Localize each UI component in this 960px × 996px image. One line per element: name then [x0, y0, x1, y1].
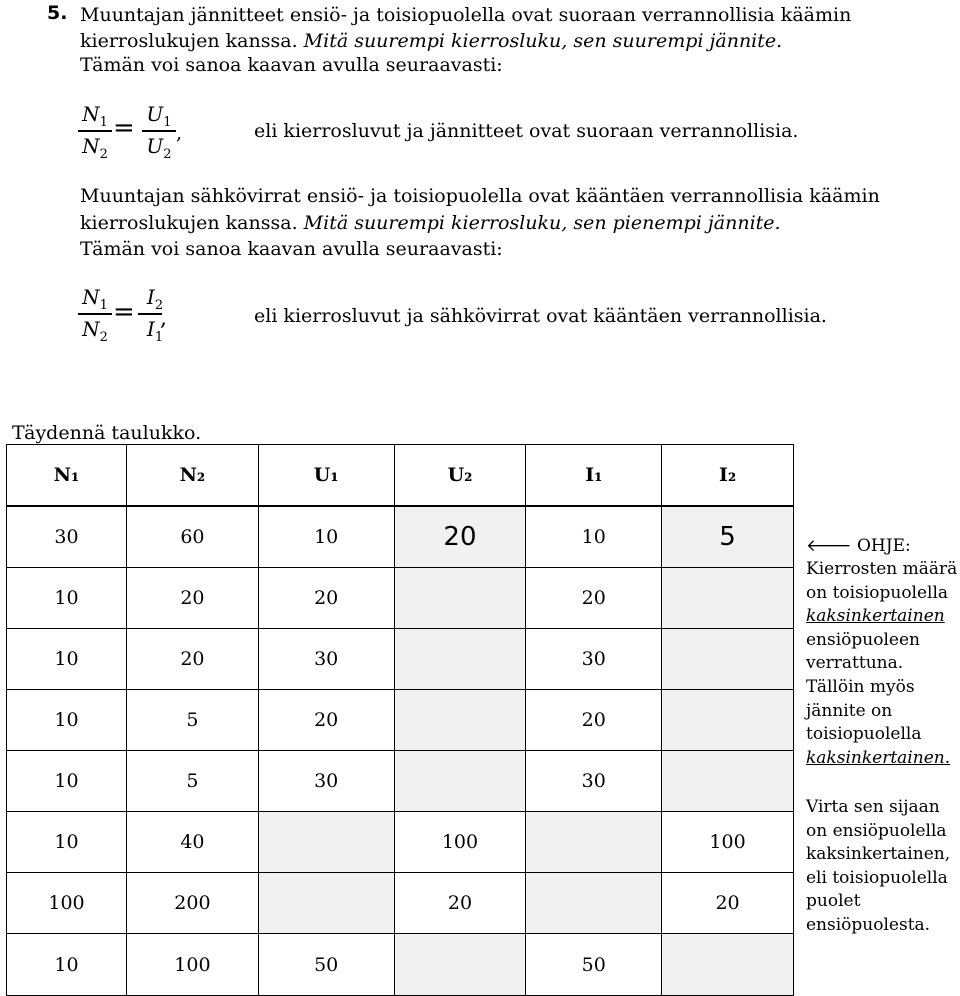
table-cell[interactable] [394, 751, 526, 812]
table-cell: 10 [7, 568, 127, 629]
hint-paragraph-1 [806, 558, 957, 676]
task-line-2-italic: Mitä suurempi kierrosluku, sen suurempi jännite. [303, 30, 783, 52]
table-row [7, 873, 794, 934]
table-cell: 10 [526, 507, 662, 568]
f2-num-left: N [82, 285, 100, 309]
table-row [7, 812, 794, 873]
header-n1: N₁ [7, 445, 127, 506]
f2-den-right: I [146, 317, 155, 341]
hint-line: verrattuna. [806, 653, 904, 673]
task-line-2 [80, 28, 782, 54]
table-cell[interactable] [258, 873, 394, 934]
table-cell[interactable] [258, 812, 394, 873]
table-cell: 20 [127, 629, 259, 690]
table-cell: 20 [526, 690, 662, 751]
task-line-5 [80, 210, 781, 236]
table-cell: 20 [127, 568, 259, 629]
f1-num-left-sub: 1 [99, 115, 108, 130]
table-row [7, 690, 794, 751]
table-cell[interactable] [662, 751, 794, 812]
task-line-5-plain: kierroslukujen kanssa. [80, 212, 304, 234]
formula-2-explanation: eli kierrosluvut ja sähkövirrat ovat kääntäen verrannollisia. [254, 305, 827, 327]
task-line-3: Tämän voi sanoa kaavan avulla seuraavasti: [80, 54, 503, 76]
fraction-bar [138, 313, 162, 315]
f1-den-right: U [146, 134, 164, 158]
table-cell: 200 [127, 873, 259, 934]
table-cell[interactable] [662, 629, 794, 690]
table-cell: 50 [526, 934, 662, 996]
table-header [6, 444, 794, 506]
table-cell: 30 [258, 751, 394, 812]
header-u2: U₂ [394, 445, 526, 506]
hint-line: Kierrosten määrä [806, 559, 958, 579]
table-cell: 10 [7, 934, 127, 996]
table-cell: 10 [258, 507, 394, 568]
table-cell: 50 [258, 934, 394, 996]
hint-line: Tällöin myös [806, 677, 915, 697]
hint-line: kaksinkertainen, [806, 844, 951, 864]
table-cell: 20 [526, 568, 662, 629]
task-number: 5. [47, 2, 68, 24]
table-cell: 60 [127, 507, 259, 568]
hint-line: puolet [806, 891, 861, 911]
f2-den-right-sub: 1 [154, 330, 164, 345]
table-cell: 100 [7, 873, 127, 934]
task-line-1: Muuntajan jännitteet ensiö- ja toisiopuolella ovat suoraan verrannollisia käämin [80, 4, 852, 26]
f1-den-left-sub: 2 [99, 147, 108, 162]
hint-paragraph-3 [806, 796, 950, 937]
table-cell[interactable] [662, 568, 794, 629]
formula-2-equals: = [113, 297, 135, 327]
task-line-2-plain: kierroslukujen kanssa. [80, 30, 304, 52]
table-cell: 20 [258, 690, 394, 751]
f1-den-right-sub: 2 [163, 147, 172, 162]
table-row [7, 629, 794, 690]
hint-line: on ensiöpuolella [806, 820, 947, 841]
task-line-5-italic: Mitä suurempi kierrosluku, sen pienempi jännite. [303, 212, 781, 234]
table-cell: 30 [526, 629, 662, 690]
table-cell: 10 [7, 629, 127, 690]
hint-paragraph-2 [806, 676, 950, 770]
header-i2: I₂ [662, 445, 794, 506]
f1-num-right-sub: 1 [163, 115, 172, 130]
table-cell: 5 [127, 751, 259, 812]
table-cell: 20 [258, 568, 394, 629]
table-cell: 10 [7, 812, 127, 873]
table-cell: 30 [258, 629, 394, 690]
table-cell[interactable] [526, 812, 662, 873]
f1-den-left: N [82, 134, 100, 158]
f2-num-right: I [146, 285, 155, 309]
table-cell[interactable] [662, 934, 794, 996]
table-cell: 30 [526, 751, 662, 812]
task-line-4: Muuntajan sähkövirrat ensiö- ja toisiopuolella ovat kääntäen verrannollisia käämin [80, 185, 880, 207]
table-cell: 20 [394, 873, 526, 934]
formula-1-explanation: eli kierrosluvut ja jännitteet ovat suoraan verrannollisia. [254, 120, 799, 142]
fraction-bar [142, 130, 176, 132]
formula-1-equals: = [113, 113, 135, 143]
table-cell: 10 [7, 690, 127, 751]
table-cell[interactable] [394, 690, 526, 751]
table-cell: 40 [127, 812, 259, 873]
table-row [7, 751, 794, 812]
table-cell: 100 [394, 812, 526, 873]
hint-line: ensiöpuoleen [806, 629, 920, 650]
hint-line: jännite on [806, 700, 893, 721]
table-cell: 30 [7, 507, 127, 568]
table-prompt: Täydennä taulukko. [12, 422, 202, 444]
table-row [7, 568, 794, 629]
hint-line: kaksinkertainen. [806, 747, 951, 768]
table-cell[interactable] [662, 690, 794, 751]
table-cell[interactable] [526, 873, 662, 934]
f2-num-left-sub: 1 [99, 298, 108, 313]
table-cell: 20 [662, 873, 794, 934]
header-n2: N₂ [126, 445, 258, 506]
fraction-bar [78, 130, 112, 132]
formula-2-comma: , [160, 306, 167, 331]
hint-line: kaksinkertainen [806, 606, 945, 626]
header-u1: U₁ [258, 445, 394, 506]
table-cell: 20 [394, 507, 526, 568]
arrow-left-icon: 🡐 [806, 536, 852, 556]
table-cell: 100 [127, 934, 259, 996]
hint-line: Virta sen sijaan [806, 797, 940, 817]
table-cell: 5 [127, 690, 259, 751]
hint-line: ensiöpuolesta. [806, 914, 931, 935]
hint-header [806, 535, 911, 559]
formula-1-comma: , [176, 122, 183, 144]
f2-den-left-sub: 2 [99, 330, 108, 345]
f2-num-right-sub: 2 [154, 298, 164, 313]
hint-title: OHJE: [857, 536, 911, 556]
data-table [6, 506, 794, 996]
hint-line: toisiopuolella [806, 724, 922, 744]
table-cell[interactable] [394, 568, 526, 629]
f2-den-left: N [82, 317, 100, 341]
table-cell[interactable] [394, 934, 526, 996]
f1-num-left: N [82, 102, 100, 126]
table-cell: 5 [662, 507, 794, 568]
table-row [7, 507, 794, 568]
table-cell: 100 [662, 812, 794, 873]
hint-line: on toisiopuolella [806, 582, 949, 603]
table-cell[interactable] [394, 629, 526, 690]
task-line-6: Tämän voi sanoa kaavan avulla seuraavasti: [80, 238, 503, 260]
table-row [7, 934, 794, 996]
header-i1: I₁ [526, 445, 662, 506]
hint-line: eli toisiopuolella [806, 867, 948, 888]
f1-num-right: U [146, 102, 164, 126]
table-cell: 10 [7, 751, 127, 812]
fraction-bar [78, 313, 112, 315]
